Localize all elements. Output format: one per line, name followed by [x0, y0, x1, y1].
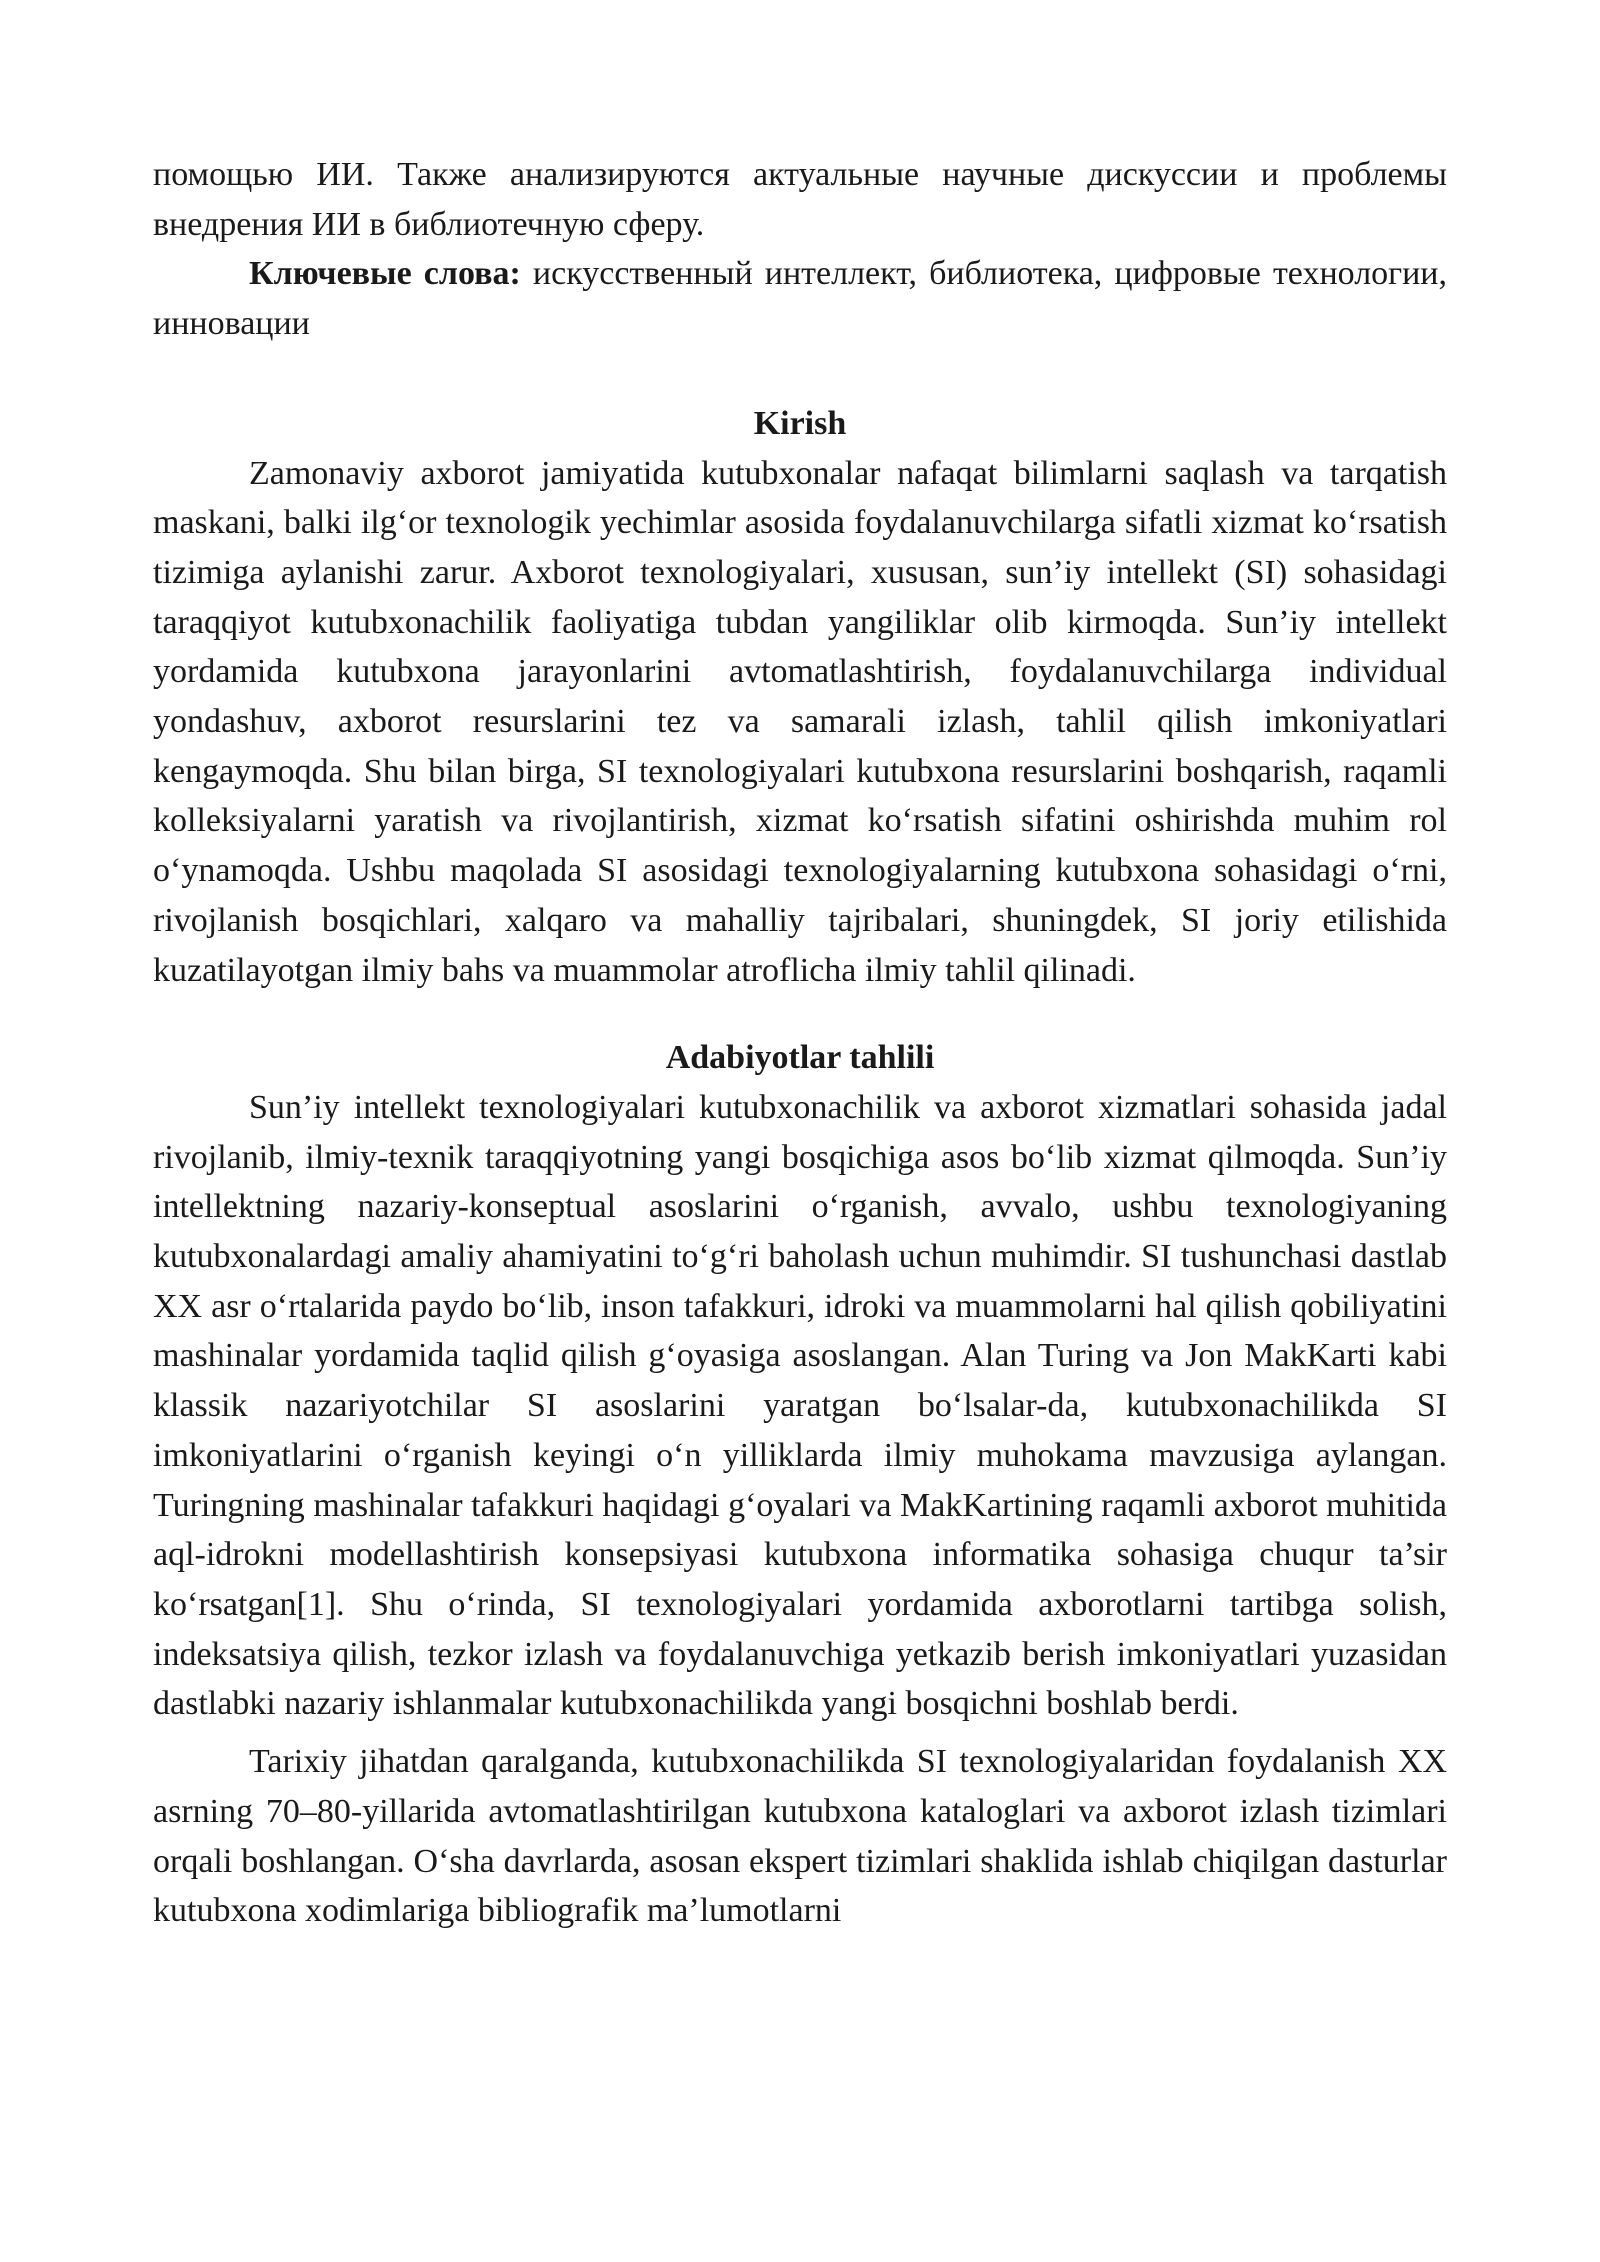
keywords-paragraph	[153, 249, 1447, 348]
adabiyotlar-paragraph-1: Sun’iy intellekt texnologiyalari kutubxonachilik va axborot xizmatlari sohasida jadal rivojlanib, ilmiy-texnik taraqqiyotning yangi bosqichiga asos bo‘lib xizmat qilmoqda. Sun’iy intellektning nazariy-konseptual asoslarini o‘rganish, avvalo, ushbu texnologiyaning kutubxonalardagi amaliy ahamiyatini to‘g‘ri baholash uchun muhimdir. SI tushunchasi dastlab XX asr o‘rtalarida paydo bo‘lib, inson tafakkuri, idroki va muammolarni hal qilish qobiliyatini mashinalar yordamida taqlid qilish g‘oyasiga asoslangan. Alan Turing va Jon MakKarti kabi klassik nazariyotchilar SI asoslarini yaratgan bo‘lsalar-da, kutubxonachilikda SI imkoniyatlarini o‘rganish keyingi o‘n yilliklarda ilmiy muhokama mavzusiga aylangan. Turingning mashinalar tafakkuri haqidagi g‘oyalari va MakKartining raqamli axborot muhitida aql-idrokni modellashtirish konsepsiyasi kutubxona informatika sohasiga chuqur ta’sir ko‘rsatgan[1]. Shu o‘rinda, SI texnologiyalari yordamida axborotlarni tartibga solish, indeksatsiya qilish, tezkor izlash va foydalanuvchiga yetkazib berish imkoniyatlari yuzasidan dastlabki nazariy ishlanmalar kutubxonachilikda yangi bosqichni boshlab berdi.	[153, 1088, 1447, 1723]
keywords-text: искусственный интеллект, библиотека, цифровые технологии, инновации	[153, 255, 1447, 343]
abstract-tail: помощью ИИ. Также анализируются актуальные научные дискуссии и проблемы внедрения ИИ в библиотечную сферу.	[153, 156, 1447, 243]
document-page	[153, 150, 1447, 1936]
kirish-paragraph-1: Zamonaviy axborot jamiyatida kutubxonalar nafaqat bilimlarni saqlash va tarqatish maskani, balki ilg‘or texnologik yechimlar asosida foydalanuvchilarga sifatli xizmat ko‘rsatish tizimiga aylanishi zarur. Axborot texnologiyalari, xususan, sun’iy intellekt (SI) sohasidagi taraqqiyot kutubxonachilik faoliyatiga tubdan yangiliklar olib kirmoqda. Sun’iy intellekt yordamida kutubxona jarayonlarini avtomatlashtirish, foydalanuvchilarga individual yondashuv, axborot resurslarini tez va samarali izlash, tahlil qilish imkoniyatlari kengaymoqda. Shu bilan birga, SI texnologiyalari kutubxona resurslarini boshqarish, raqamli kolleksiyalarni yaratish va rivojlantirish, xizmat ko‘rsatish sifatini oshirishda muhim rol o‘ynamoqda. Ushbu maqolada SI asosidagi texnologiyalarning kutubxona sohasidagi o‘rni, rivojlanish bosqichlari, xalqaro va mahalliy tajribalari, shuningdek, SI joriy etilishida kuzatilayotgan ilmiy bahs va muammolar atroflicha ilmiy tahlil qilinadi.	[153, 454, 1447, 989]
adabiyotlar-paragraph-2: Tarixiy jihatdan qaralganda, kutubxonachilikda SI texnologiyalaridan foydalanish XX asrning 70–80-yillarida avtomatlashtirilgan kutubxona kataloglari va axborot izlash tizimlari orqali boshlangan. O‘sha davrlarda, asosan ekspert tizimlari shaklida ishlab chiqilgan dasturlar kutubxona xodimlariga bibliografik ma’lumotlarni	[153, 1743, 1447, 1930]
keywords-label: Ключевые слова:	[249, 255, 521, 293]
heading-kirish: Kirish	[753, 404, 847, 442]
heading-adabiyotlar-tahlili: Adabiyotlar tahlili	[665, 1039, 935, 1077]
